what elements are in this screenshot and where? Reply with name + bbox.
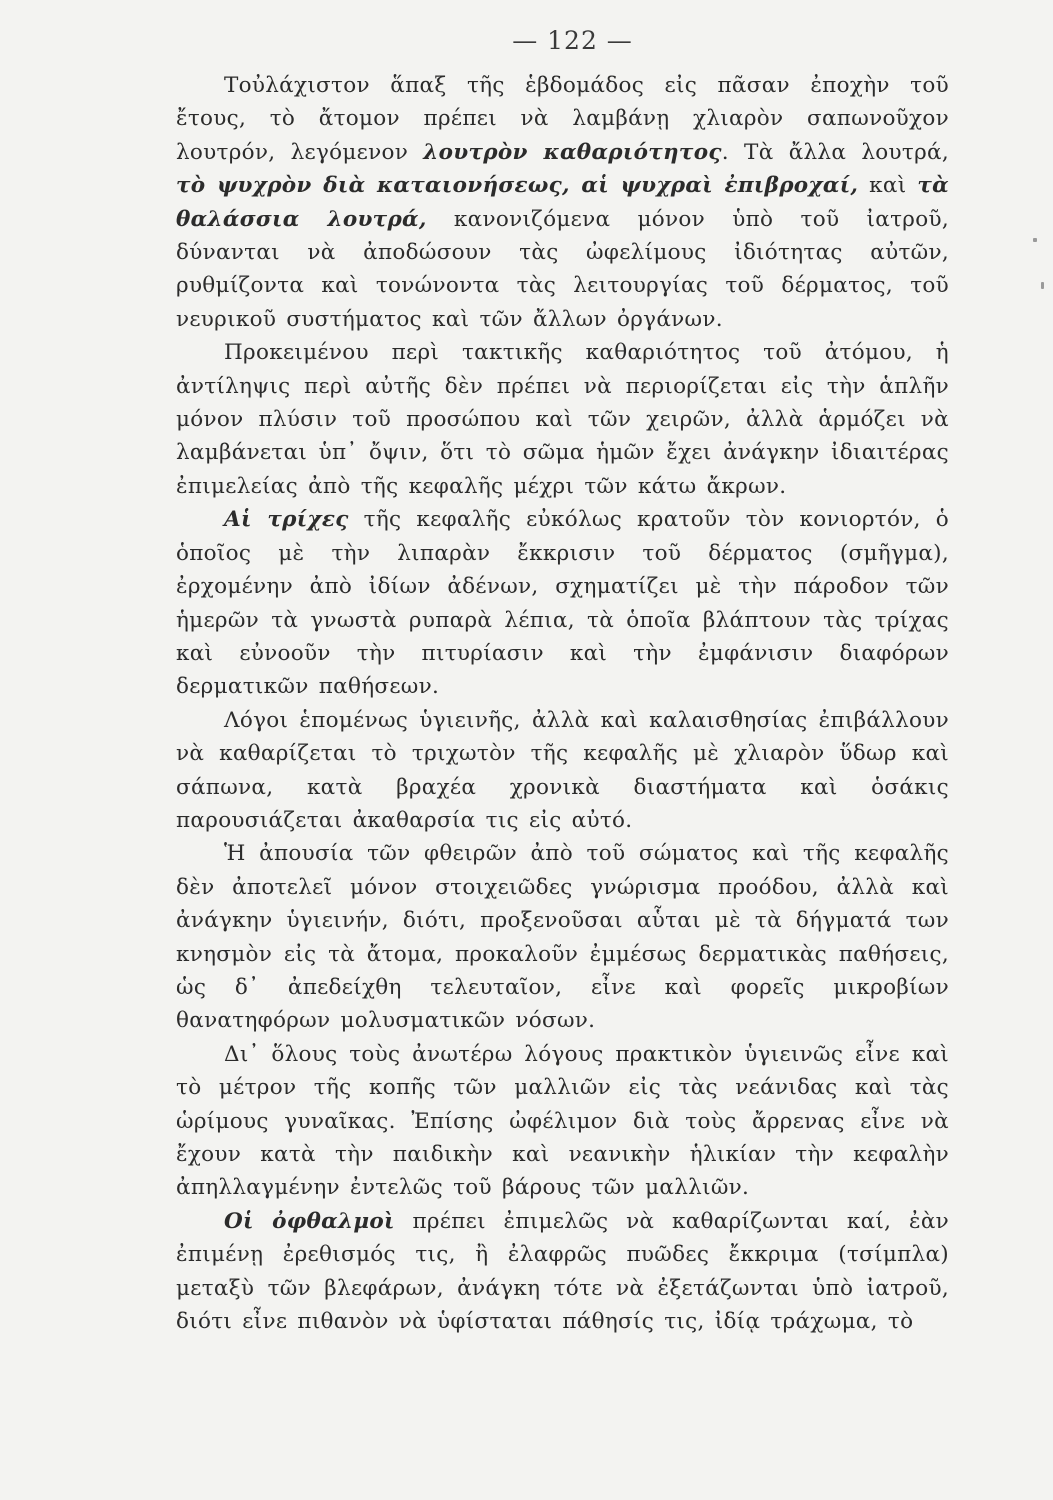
text-run: Λόγοι ἑπομένως ὑγιεινῆς, ἀλλὰ καὶ καλαισθησίας ἐπιβάλλουν νὰ καθαρίζεται τὸ τριχωτὸν τῆς κεφαλῆς μὲ χλιαρὸν ὕδωρ καὶ σάπωνα, κατὰ βραχέα χρονικὰ διαστήματα καὶ ὁσάκις παρουσιάζεται ἀκαθαρσία τις εἰς αὐτό. — [176, 707, 949, 833]
emphasized-text: τὸ ψυχρὸν διὰ καταιονήσεως, αἱ ψυχραὶ ἐπιβροχαί, — [176, 173, 859, 199]
paragraph — [176, 69, 949, 336]
text-run: Τοὐλάχιστον ἅπαξ τῆς ἑβδομάδος εἰς πᾶσαν ἐποχὴν τοῦ ἔτους, τὸ ἄτομον πρέπει νὰ λαμβάνῃ χλιαρὸν σαπωνοῦχον λουτρόν, λεγόμενον — [176, 73, 949, 165]
scan-speck-mark — [1033, 238, 1037, 242]
paragraph — [176, 1038, 949, 1205]
text-run: Δι᾿ ὅλους τοὺς ἀνωτέρω λόγους πρακτικὸν ὑγιεινῶς εἶνε καὶ τὸ μέτρον τῆς κοπῆς τῶν μαλλιῶν εἰς τὰς νεάνιδας καὶ τὰς ὡρίμους γυναῖκας. Ἐπίσης ὠφέλιμον διὰ τοὺς ἄρρενας εἶνε νὰ ἔχουν κατὰ τὴν παιδικὴν καὶ νεανικὴν ἡλικίαν τὴν κεφαλὴν ἀπηλλαγμένην ἐντελῶς τοῦ βάρους τῶν μαλλιῶν. — [176, 1041, 949, 1201]
page-number: — 122 — — [512, 26, 633, 55]
paragraph — [176, 704, 949, 838]
text-run: . Τὰ ἄλλα λουτρά, — [721, 139, 949, 165]
body-text — [176, 69, 949, 1338]
paragraph — [176, 837, 949, 1037]
paragraph — [176, 503, 949, 703]
text-run: πρέπει ἐπιμελῶς νὰ καθαρίζωνται καί, ἐὰν ἐπιμένῃ ἐρεθισμός τις, ἢ ἐλαφρῶς πυῶδες ἔκκριμα (τσίμπλα) μεταξὺ τῶν βλεφάρων, ἀνάγκη τότε νὰ ἐξετάζωνται ὑπὸ ἰατροῦ, διότι εἶνε πιθανὸν νὰ ὑφίσταται πάθησίς τις, ἰδίᾳ τράχωμα, τὸ — [176, 1208, 950, 1335]
text-run: τῆς κεφαλῆς εὐκόλως κρατοῦν τὸν κονιορτόν, ὁ ὁποῖος μὲ τὴν λιπαρὰν ἔκκρισιν τοῦ δέρματος (σμῆγμα), ἐρχομένην ἀπὸ ἰδίων ἀδένων, σχηματίζει μὲ τὴν πάροδον τῶν ἡμερῶν τὰ γνωστὰ ρυπαρὰ λέπια, τὰ ὁποῖα βλάπτουν τὰς τρίχας καὶ εὐνοοῦν τὴν πιτυρίασιν καὶ τὴν ἐμφάνισιν διαφόρων δερματικῶν παθήσεων. — [176, 507, 950, 700]
emphasized-text: Οἱ ὀφθαλμοὶ — [224, 1208, 395, 1234]
paragraph — [176, 1205, 949, 1339]
text-run: Ἡ ἀπουσία τῶν φθειρῶν ἀπὸ τοῦ σώματος καὶ τῆς κεφαλῆς δὲν ἀποτελεῖ μόνον στοιχειῶδες γνώρισμα προόδου, ἀλλὰ καὶ ἀνάγκην ὑγιεινήν, διότι, προξενοῦσαι αὗται μὲ τὰ δήγματά των κνησμὸν εἰς τὰ ἄτομα, προκαλοῦν ἐμμέσως δερματικὰς παθήσεις, ὡς δ᾿ ἀπεδείχθη τελευταῖον, εἶνε καὶ φορεῖς μικροβίων θανατηφόρων μολυσματικῶν νόσων. — [176, 841, 949, 1034]
emphasized-text: Αἱ τρίχες — [224, 507, 349, 533]
emphasized-text: λουτρὸν καθαριότητος — [423, 139, 722, 165]
text-run: Προκειμένου περὶ τακτικῆς καθαριότητος τοῦ ἀτόμου, ἡ ἀντίληψις περὶ αὐτῆς δὲν πρέπει νὰ περιορίζεται εἰς τὴν ἁπλῆν μόνον πλύσιν τοῦ προσώπου καὶ τῶν χειρῶν, ἀλλὰ ἁρμόζει νὰ λαμβάνεται ὑπ᾿ ὄψιν, ὅτι τὸ σῶμα ἡμῶν ἔχει ἀνάγκην ἰδιαιτέρας ἐπιμελείας ἀπὸ τῆς κεφαλῆς μέχρι τῶν κάτω ἄκρων. — [176, 340, 949, 499]
scan-speck-mark — [1041, 282, 1044, 289]
text-run: κανονιζόμενα μόνον ὑπὸ τοῦ ἰατροῦ, δύνανται νὰ ἀποδώσουν τὰς ὠφελίμους ἰδιότητας αὐτῶν, ρυθμίζοντα καὶ τονώνοντα τὰς λειτουργίας τοῦ δέρματος, τοῦ νευρικοῦ συστήματος καὶ τῶν ἄλλων ὀργάνων. — [176, 206, 949, 332]
paragraph — [176, 336, 949, 503]
text-run: καὶ — [858, 173, 918, 199]
emphasized-text: τὰ θαλάσσια λουτρά, — [176, 173, 950, 232]
